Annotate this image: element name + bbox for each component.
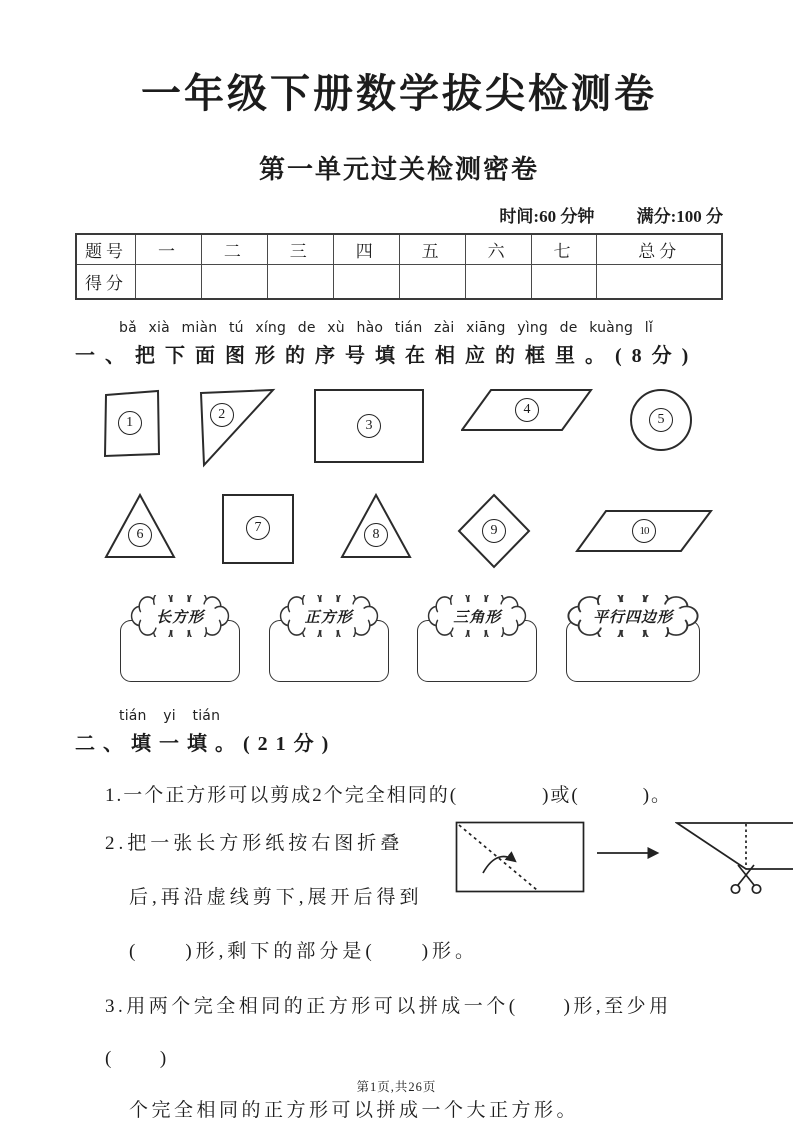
score-table-question-col: 一	[136, 234, 202, 265]
score-label: 得分	[76, 265, 136, 300]
category-label: 长方形	[155, 609, 204, 626]
shape-number-badge: 1	[118, 411, 142, 435]
question-2-text	[105, 817, 480, 979]
shape-triangle	[103, 492, 177, 560]
score-table-blank-cell	[136, 265, 202, 300]
transform-arrow-icon	[595, 845, 667, 861]
question-1: 1.一个正方形可以剪成2个完全相同的( )或( )。	[105, 785, 673, 806]
score-table-blank-cell	[531, 265, 597, 300]
score-table-question-col: 六	[465, 234, 531, 265]
exam-meta	[75, 202, 723, 227]
shapes-row-2	[75, 492, 723, 570]
shape-triangle	[339, 492, 413, 560]
page-number-footer: 第1页,共26页	[356, 1080, 437, 1094]
score-table-blank-cell	[267, 265, 333, 300]
question-3	[105, 981, 723, 1121]
category-cloud	[278, 595, 380, 637]
shape-square	[103, 388, 161, 458]
score-table-question-col: 总分	[597, 234, 722, 265]
category-cloud	[426, 595, 528, 637]
shape-rectangle	[313, 388, 425, 464]
shape-number-badge: 7	[246, 516, 270, 540]
shape-number-badge: 9	[482, 519, 506, 543]
score-table-blank-cell	[333, 265, 399, 300]
page-title: 一年级下册数学拔尖检测卷	[141, 72, 657, 116]
folded-paper-cut-diagram	[675, 821, 793, 901]
category-answer-box	[269, 609, 389, 682]
category-label: 三角形	[453, 609, 502, 626]
score-table-blank-cell	[597, 265, 722, 300]
shape-number-badge: 5	[649, 408, 673, 432]
score-table-blank-cell	[465, 265, 531, 300]
shape-number-badge: 3	[357, 414, 381, 438]
category-answer-box	[566, 609, 700, 682]
shape-number-badge: 6	[128, 523, 152, 547]
score-table-header-row	[76, 234, 722, 265]
score-table-question-col: 五	[399, 234, 465, 265]
question-2-line3: ( )形,剩下的部分是( )形。	[129, 941, 479, 962]
shape-circle	[629, 388, 693, 452]
question-3-line2: 个完全相同的正方形可以拼成一个大正方形。	[129, 1100, 580, 1121]
category-answer-box	[417, 609, 537, 682]
score-table-score-row	[76, 265, 722, 300]
score-table-blank-cell	[201, 265, 267, 300]
score-table	[75, 233, 723, 300]
shape-number-badge: 4	[515, 398, 539, 422]
shape-number-badge: 10	[632, 519, 656, 543]
section2-pinyin: tián yi tián	[119, 708, 221, 724]
category-label: 平行四边形	[592, 609, 673, 626]
question-3-line1: 3.用两个完全相同的正方形可以拼成一个( )形,至少用( )	[105, 996, 672, 1069]
section2-heading: 二、填一填。(21分)	[75, 733, 337, 755]
question-2	[105, 817, 723, 979]
shape-square2	[220, 492, 296, 566]
section1-pinyin: bǎ xià miàn tú xíng de xù hào tián zài xiāng yìng de kuàng lǐ	[119, 320, 653, 336]
rectangle-fold-diagram	[455, 821, 585, 895]
score-table-question-col: 二	[201, 234, 267, 265]
shapes-row-1	[75, 388, 723, 468]
category-answer-box	[120, 609, 240, 682]
shape-parallelogram	[461, 388, 593, 432]
category-cloud	[565, 595, 701, 637]
full-score: 满分:100 分	[636, 207, 723, 226]
right-triangle-outline	[197, 388, 277, 468]
score-table-question-col: 三	[267, 234, 333, 265]
shape-number-badge: 8	[364, 523, 388, 547]
section1-heading: 一、把下面图形的序号填在相应的框里。(8分)	[75, 345, 699, 367]
shape-right-triangle	[197, 388, 277, 468]
category-label: 正方形	[304, 609, 353, 626]
question-number-label: 题号	[76, 234, 136, 265]
category-cloud	[129, 595, 231, 637]
fold-and-cut-figure	[455, 821, 793, 901]
shape-diamond	[456, 492, 532, 570]
shape-number-badge: 2	[210, 403, 234, 427]
score-table-question-col: 七	[531, 234, 597, 265]
unit-subtitle: 第一单元过关检测密卷	[258, 154, 539, 184]
category-box-row	[75, 609, 723, 682]
score-table-question-col: 四	[333, 234, 399, 265]
score-table-blank-cell	[399, 265, 465, 300]
shape-parallelogram2	[575, 509, 713, 553]
question-2-line2: 后,再沿虚线剪下,展开后得到	[129, 887, 423, 908]
time-limit: 时间:60 分钟	[499, 207, 595, 226]
question-2-line1: 2.把一张长方形纸按右图折叠	[105, 833, 404, 854]
